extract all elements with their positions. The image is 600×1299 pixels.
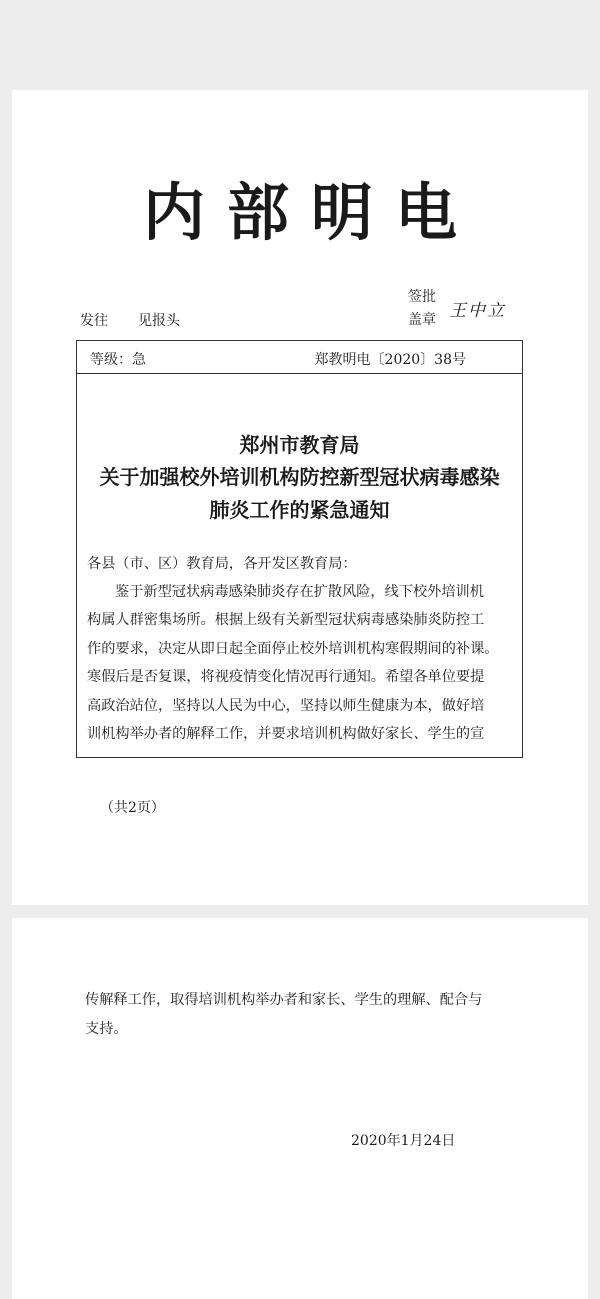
document-page-2 — [12, 918, 588, 1299]
page-count: （共2页） — [100, 800, 165, 816]
document-date: 2020年1月24日 — [351, 1133, 456, 1149]
body-line: 作的要求，决定从即日起全面停止校外培训机构寒假期间的补课。 — [87, 641, 499, 657]
send-to-label: 发往 — [80, 313, 108, 329]
body-line: 传解释工作，取得培训机构举办者和家长、学生的理解、配合与 — [85, 992, 483, 1008]
send-to-value: 见报头 — [138, 313, 180, 329]
body-line: 鉴于新型冠状病毒感染肺炎存在扩散风险，线下校外培训机 — [115, 584, 484, 600]
seal-label: 盖章 — [408, 312, 436, 328]
body-line: 寒假后是否复课，将视疫情变化情况再行通知。希望各单位要提 — [87, 669, 485, 685]
body-line: 训机构举办者的解释工作，并要求培训机构做好家长、学生的宣 — [87, 726, 485, 742]
notice-title-line-2: 关于加强校外培训机构防控新型冠状病毒感染 — [99, 465, 500, 489]
sign-label: 签批 — [408, 289, 436, 305]
document-header-title: 内部明电 — [142, 176, 479, 249]
body-line: 高政治站位，坚持以人民为中心，坚持以师生健康为本，做好培 — [87, 698, 485, 714]
document-page-1 — [12, 90, 588, 905]
document-number: 郑教明电〔2020〕38号 — [314, 352, 466, 368]
body-line: 构属人群密集场所。根据上级有关新型冠状病毒感染肺炎防控工 — [87, 612, 485, 628]
notice-title-line-1: 郑州市教育局 — [239, 433, 360, 457]
telegram-box — [76, 340, 523, 758]
telegram-box-header — [77, 341, 522, 374]
signature: 王中立 — [449, 301, 506, 321]
salutation: 各县（市、区）教育局，各开发区教育局： — [87, 556, 357, 572]
urgency-level: 等级：急 — [90, 352, 146, 368]
notice-title-line-3: 肺炎工作的紧急通知 — [209, 498, 390, 522]
body-line: 支持。 — [85, 1021, 128, 1037]
